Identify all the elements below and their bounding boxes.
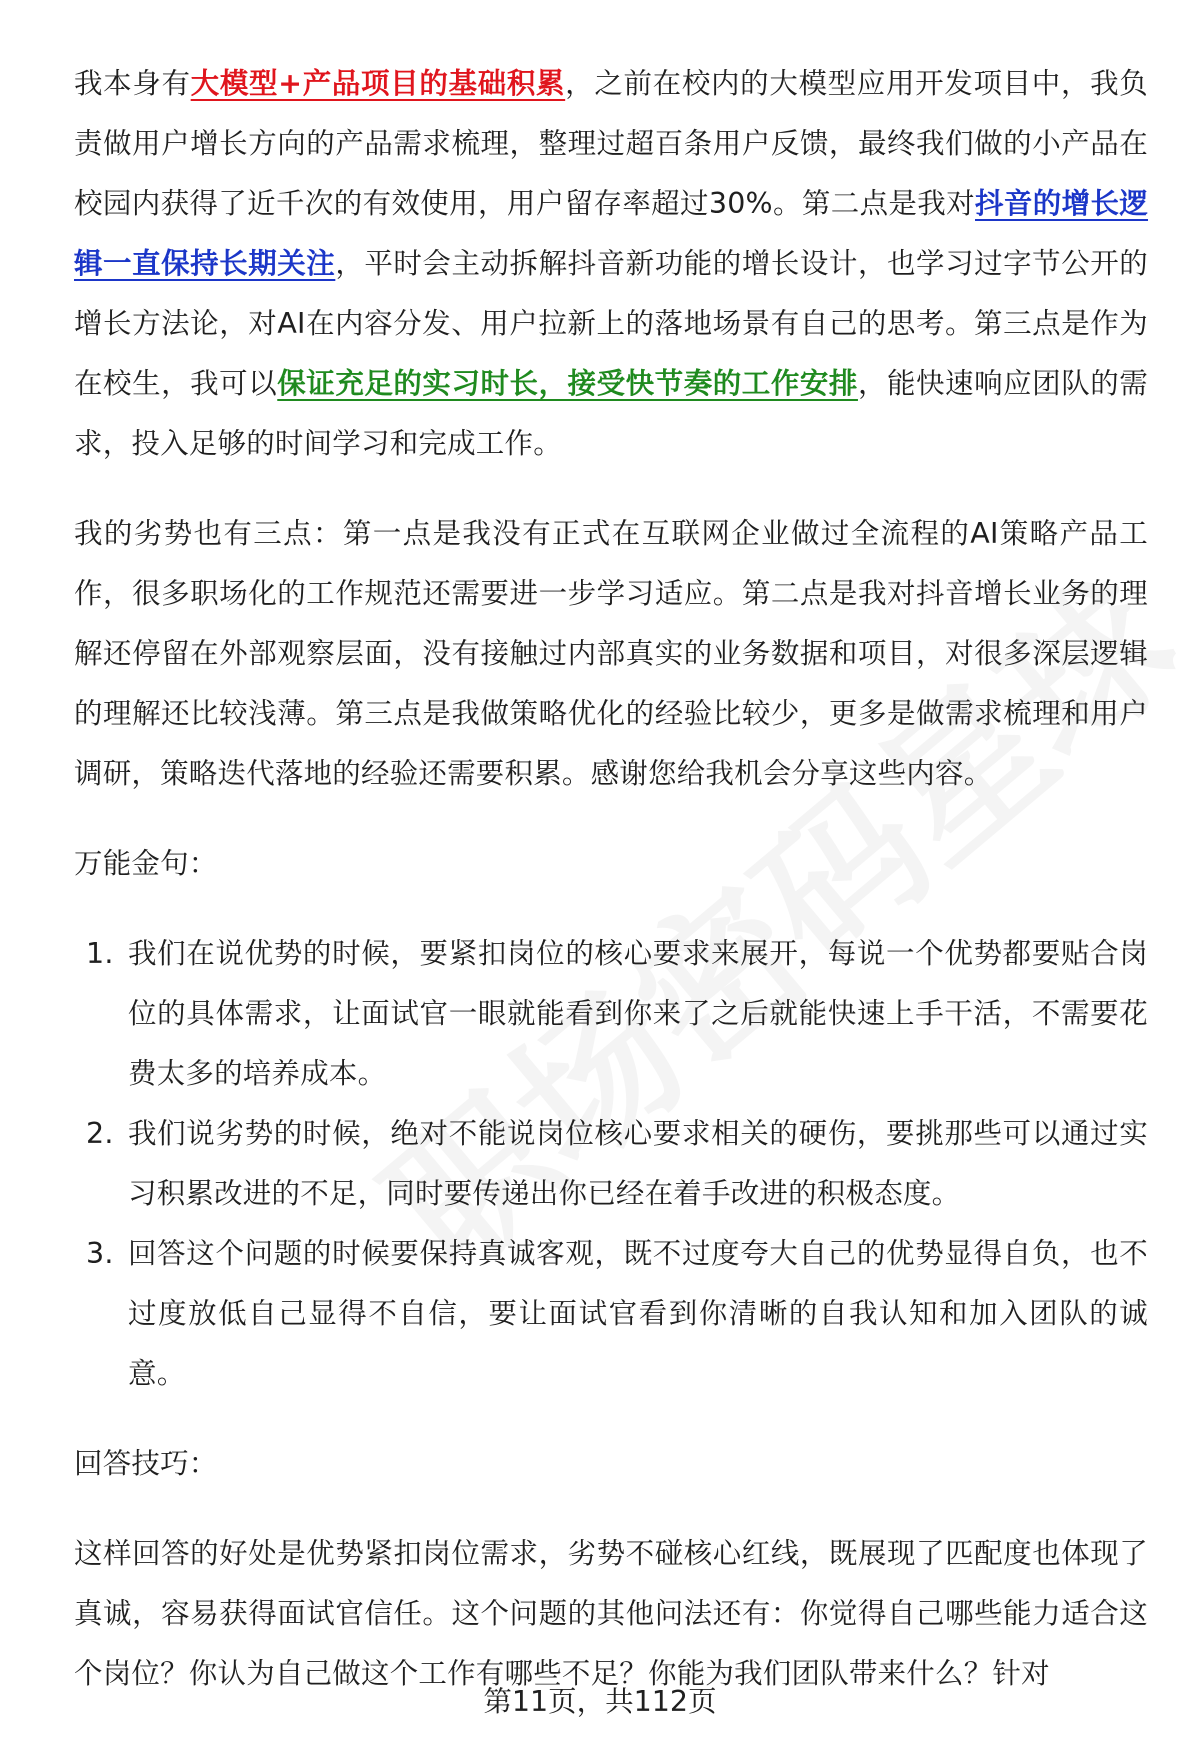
strengths-paragraph (74, 54, 1148, 474)
strengths-text-2: ，之前在校内的大模型应用开发项目中，我负责做用户增长方向的产品需求梳理，整理过超百条用户反馈，最终我们做的小产品在校园内获得了近千次的有效使用，用户留存率超过30%。第二点是我对 (74, 67, 1148, 220)
highlight-green: 保证充足的实习时长，接受快节奏的工作安排 (277, 367, 858, 400)
strengths-text-1: 我本身有 (74, 67, 191, 100)
list-item (74, 1224, 1148, 1404)
list-item (74, 1104, 1148, 1224)
document-body (74, 54, 1148, 1704)
weaknesses-paragraph: 我的劣势也有三点：第一点是我没有正式在互联网企业做过全流程的AI策略产品工作，很多职场化的工作规范还需要进一步学习适应。第二点是我对抖音增长业务的理解还停留在外部观察层面，没有接触过内部真实的业务数据和项目，对很多深层逻辑的理解还比较浅薄。第三点是我做策略优化的经验比较少，更多是做需求梳理和用户调研，策略迭代落地的经验还需要积累。感谢您给我机会分享这些内容。 (74, 517, 1148, 790)
highlight-blue: 抖音的增长逻辑一直保持长期关注 (74, 187, 1149, 280)
tips-paragraph: 这样回答的好处是优势紧扣岗位需求，劣势不碰核心红线，既展现了匹配度也体现了真诚，容易获得面试官信任。这个问题的其他问法还有：你觉得自己哪些能力适合这个岗位？你认为自己做这个工作有哪些不足？你能为我们团队带来什么？针对 (74, 1537, 1148, 1690)
list-number: 1. (86, 937, 114, 970)
tips-heading: 回答技巧： (74, 1447, 218, 1480)
page-number-footer: 第11页，共112页 (483, 1685, 717, 1718)
strengths-text-3: ，平时会主动拆解抖音新功能的增长设计，也学习过字节公开的增长方法论，对AI在内容分发、用户拉新上的落地场景有自己的思考。第三点是作为在校生，我可以 (74, 247, 1148, 400)
list-item (74, 924, 1148, 1104)
list-number: 2. (86, 1117, 114, 1150)
list-item-text: 我们在说优势的时候，要紧扣岗位的核心要求来展开，每说一个优势都要贴合岗位的具体需求，让面试官一眼就能看到你来了之后就能快速上手干活，不需要花费太多的培养成本。 (128, 937, 1148, 1090)
list-number: 3. (86, 1237, 114, 1270)
golden-heading: 万能金句： (74, 847, 218, 880)
golden-list (74, 924, 1148, 1404)
strengths-text-4: ，能快速响应团队的需求，投入足够的时间学习和完成工作。 (74, 367, 1148, 460)
list-item-text: 回答这个问题的时候要保持真诚客观，既不过度夸大自己的优势显得自负，也不过度放低自己显得不自信，要让面试官看到你清晰的自我认知和加入团队的诚意。 (128, 1237, 1148, 1390)
list-item-text: 我们说劣势的时候，绝对不能说岗位核心要求相关的硬伤，要挑那些可以通过实习积累改进的不足，同时要传递出你已经在着手改进的积极态度。 (128, 1117, 1148, 1210)
highlight-red: 大模型+产品项目的基础积累 (190, 67, 566, 100)
